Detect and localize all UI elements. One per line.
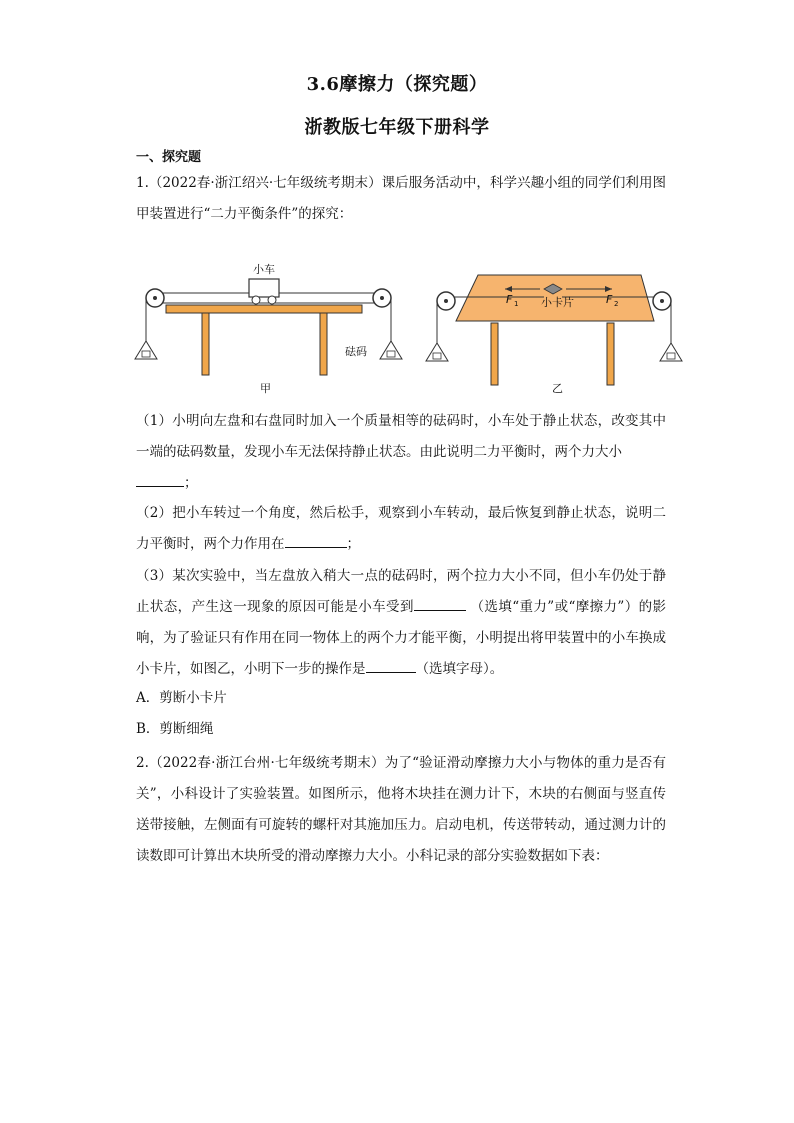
force-f1-label: F [506, 293, 513, 306]
answer-blank-3[interactable] [414, 596, 466, 611]
question-1-figure [0, 255, 794, 405]
option-b: B．剪断细绳 [136, 721, 214, 737]
question-2-stem: 2.（2022春·浙江台州·七年级统考期末）为了“验证滑动摩擦力大小与物体的重力是否有关”，小科设计了实验装置。如图所示，他将木块挂在测力计下，木块的右侧面与竖直传送带接触，左侧面有可旋转的螺杆对其施加压力。启动电机，传送带转动，通过测力计的读数即可计算出木块所受的滑动摩擦力大小。小科记录的部分实验数据如下表： [136, 755, 666, 864]
section-heading: 一、探究题 [136, 150, 202, 165]
cart-label: 小车 [253, 263, 275, 276]
page-title: 3.6摩擦力（探究题） [306, 74, 488, 95]
question-1-part-3: （3）某次实验中，当左盘放入稍大一点的砝码时，两个拉力大小不同，但小车仍处于静止状态，产生这一现象的原因可能是小车受到 （选填“重力”或“摩擦力”）的影响，为了验证只有作用在同一物体上的两个力才能平衡，小明提出将甲装置中的小车换成小卡片，如图乙，小明下一步的操作是 （选填字母）。 [136, 568, 667, 677]
card-label: 小卡片 [541, 296, 574, 309]
figure-caption-jia: 甲 [260, 382, 271, 395]
question-1-stem: 1.（2022春·浙江绍兴·七年级统考期末）课后服务活动中，科学兴趣小组的同学们利用图甲装置进行“二力平衡条件”的探究： [136, 175, 666, 222]
table-leg [607, 323, 614, 385]
weight-label: 砝码 [345, 345, 367, 358]
answer-blank-2[interactable] [285, 533, 347, 548]
question-1-part-1: （1）小明向左盘和右盘同时加入一个质量相等的砝码时，小车处于静止状态，改变其中一端的砝码数量，发现小车无法保持静止状态。由此说明二力平衡时，两个力大小 ； [136, 413, 666, 491]
force-f2-label: F [606, 293, 613, 306]
cart [249, 279, 279, 297]
answer-blank-4[interactable] [366, 658, 416, 673]
table-leg [320, 313, 327, 375]
question-1-part-2: （2）把小车转过一个角度，然后松手，观察到小车转动，最后恢复到静止状态，说明二力平衡时，两个力作用在 ； [136, 505, 666, 552]
figure-jia [135, 262, 402, 395]
table-leg [491, 323, 498, 385]
page-subtitle: 浙教版七年级下册科学 [304, 117, 490, 138]
table-top [166, 305, 362, 313]
figure-caption-yi: 乙 [552, 382, 563, 395]
table-leg [202, 313, 209, 375]
force-f2-sub: 2 [614, 300, 619, 308]
figure-yi [426, 275, 682, 395]
answer-blank-1[interactable] [136, 472, 184, 487]
force-f1-sub: 1 [514, 300, 519, 308]
option-a: A．剪断小卡片 [136, 690, 227, 706]
